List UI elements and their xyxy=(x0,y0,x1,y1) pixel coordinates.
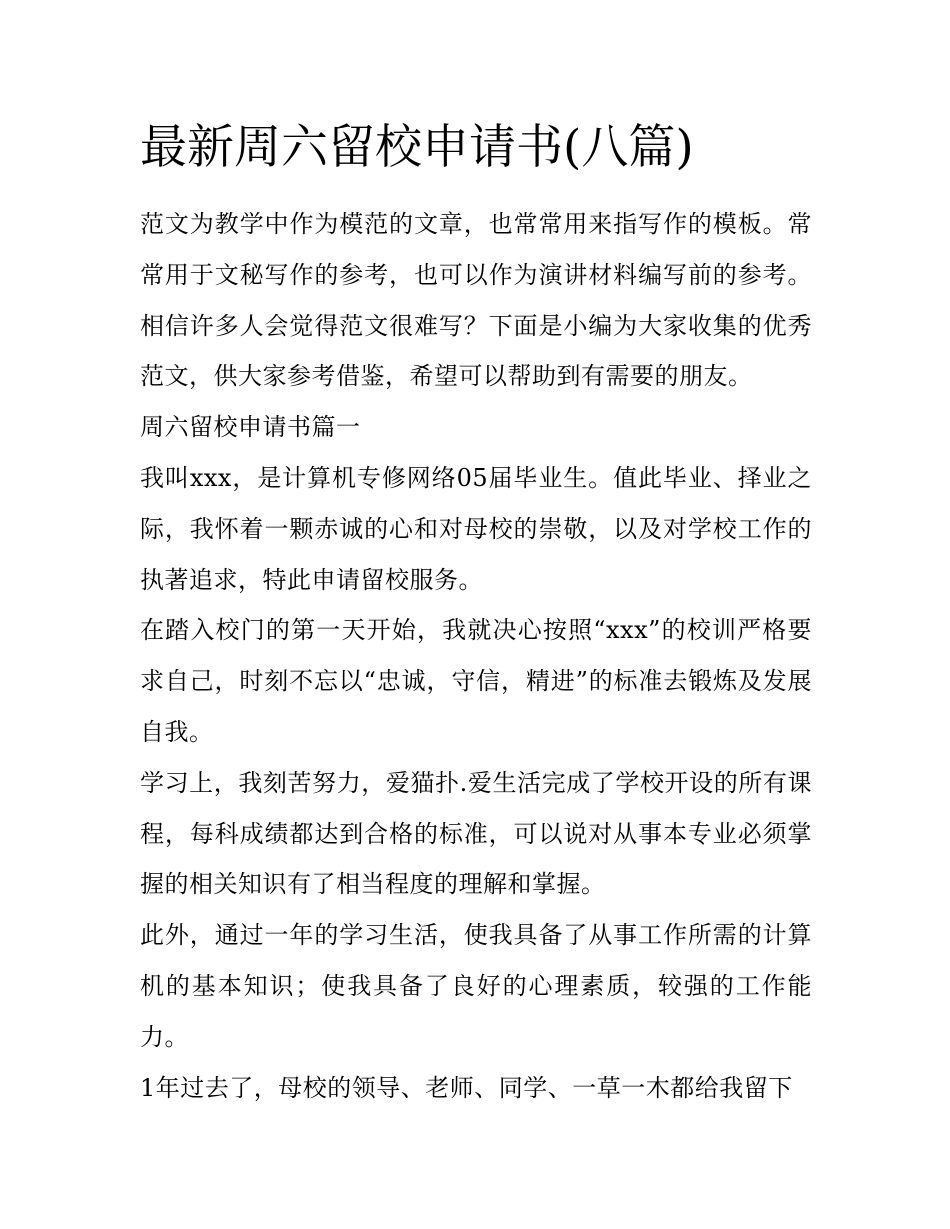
paragraph: 在踏入校门的第一天开始，我就决心按照“xxx”的校训严格要求自己，时刻不忘以“忠诚，守信，精进”的标准去锻炼及发展自我。 xyxy=(140,616,812,746)
paragraph: 我叫xxx，是计算机专修网络05届毕业生。值此毕业、择业之际，我怀着一颗赤诚的心和对母校的崇敬，以及对学校工作的执著追求，特此申请留校服务。 xyxy=(140,463,812,594)
paragraph: 1年过去了，母校的领导、老师、同学、一草一木都给我留下 xyxy=(140,1073,793,1102)
section-heading: 周六留校申请书篇一 xyxy=(140,413,361,442)
paragraph: 此外，通过一年的学习生活，使我具备了从事工作所需的计算机的基本知识；使我具备了良好的心理素质，较强的工作能力。 xyxy=(140,921,812,1051)
paragraph: 学习上，我刻苦努力，爱猫扑.爱生活完成了学校开设的所有课程，每科成绩都达到合格的标准，可以说对从事本专业必须掌握的相关知识有了相当程度的理解和掌握。 xyxy=(140,768,812,899)
document-title: 最新周六留校申请书(八篇) xyxy=(140,120,694,175)
intro-paragraph: 范文为教学中作为模范的文章，也常常用来指写作的模板。常常用于文秘写作的参考，也可以作为演讲材料编写前的参考。相信许多人会觉得范文很难写？下面是小编为大家收集的优秀范文，供大家参考借鉴，希望可以帮助到有需要的朋友。 xyxy=(140,210,812,391)
document-body xyxy=(140,199,812,1113)
